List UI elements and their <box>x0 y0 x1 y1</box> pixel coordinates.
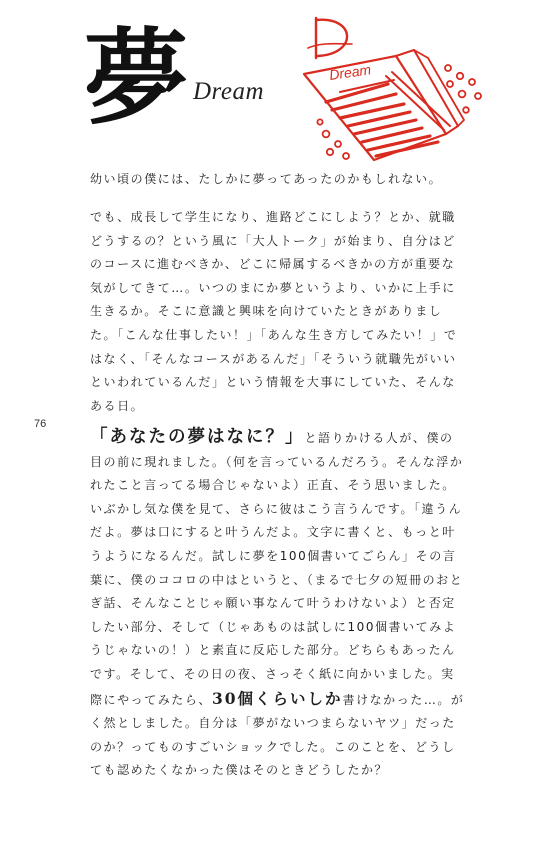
highlighted-question: 「あなたの夢はなに？」 <box>90 427 305 447</box>
paragraph-encounter <box>90 426 465 783</box>
encounter-text-part1: と語りかける人が、僕の目の前に現れました。（何を言っているんだろう。そんな浮かれたこと言ってる場合じゃないよ）正直、そう思いました。いぶかし気な僕を見て、さらに彼はこう言うんです。「違うんだよ。夢は口にすると叶うんだよ。文字に書くと、もっと叶うようになるんだ。試しに夢を100個書いてごらん」その言葉に、僕のココロの中はというと、（まるで七夕の短冊のおとぎ話、そんなことじゃ願い事なんて叶うわけないよ）と否定したい部分、そして（じゃあものは試しに100個書いてみようじゃないの！）と素直に反応した部分。どちらもあったんです。そして、その日の夜、さっそく紙に向かいました。実際にやってみたら、 <box>90 431 464 707</box>
paragraph-intro: 幼い頃の僕には、たしかに夢ってあったのかもしれない。 <box>90 172 443 186</box>
chapter-title-kanji: 夢 <box>84 16 189 139</box>
chapter-title-english: Dream <box>193 78 265 105</box>
dream-drawing-icon <box>296 14 496 164</box>
highlighted-count: 30個くらいしか <box>211 688 343 708</box>
drawing-label: Dream <box>328 61 373 83</box>
page-number: 76 <box>34 418 47 430</box>
paragraph-growing-up: でも、成長して学生になり、進路どこにしよう？とか、就職どうするの？という風に「大人トーク」が始まり、自分はどのコースに進むべきか、どこに帰属するべきかの方が重要な気がしてきて…。いつのまにか夢というより、いかに上手に生きるか。そこに意識と興味を向けていたときがありました。「こんな仕事したい！」「あんな生き方してみたい！」ではなく、「そんなコースがあるんだ」「そういう就職先がいいといわれているんだ」という情報を大事にしていた、そんなある日。 <box>90 210 458 413</box>
encounter-text-part2: 書けなかった…。がく然としました。自分は「夢がないつまらないヤツ」だったのか？ってものすごいショックでした。このことを、どうしても認めたくなかった僕はそのときどうしたか？ <box>90 692 465 778</box>
